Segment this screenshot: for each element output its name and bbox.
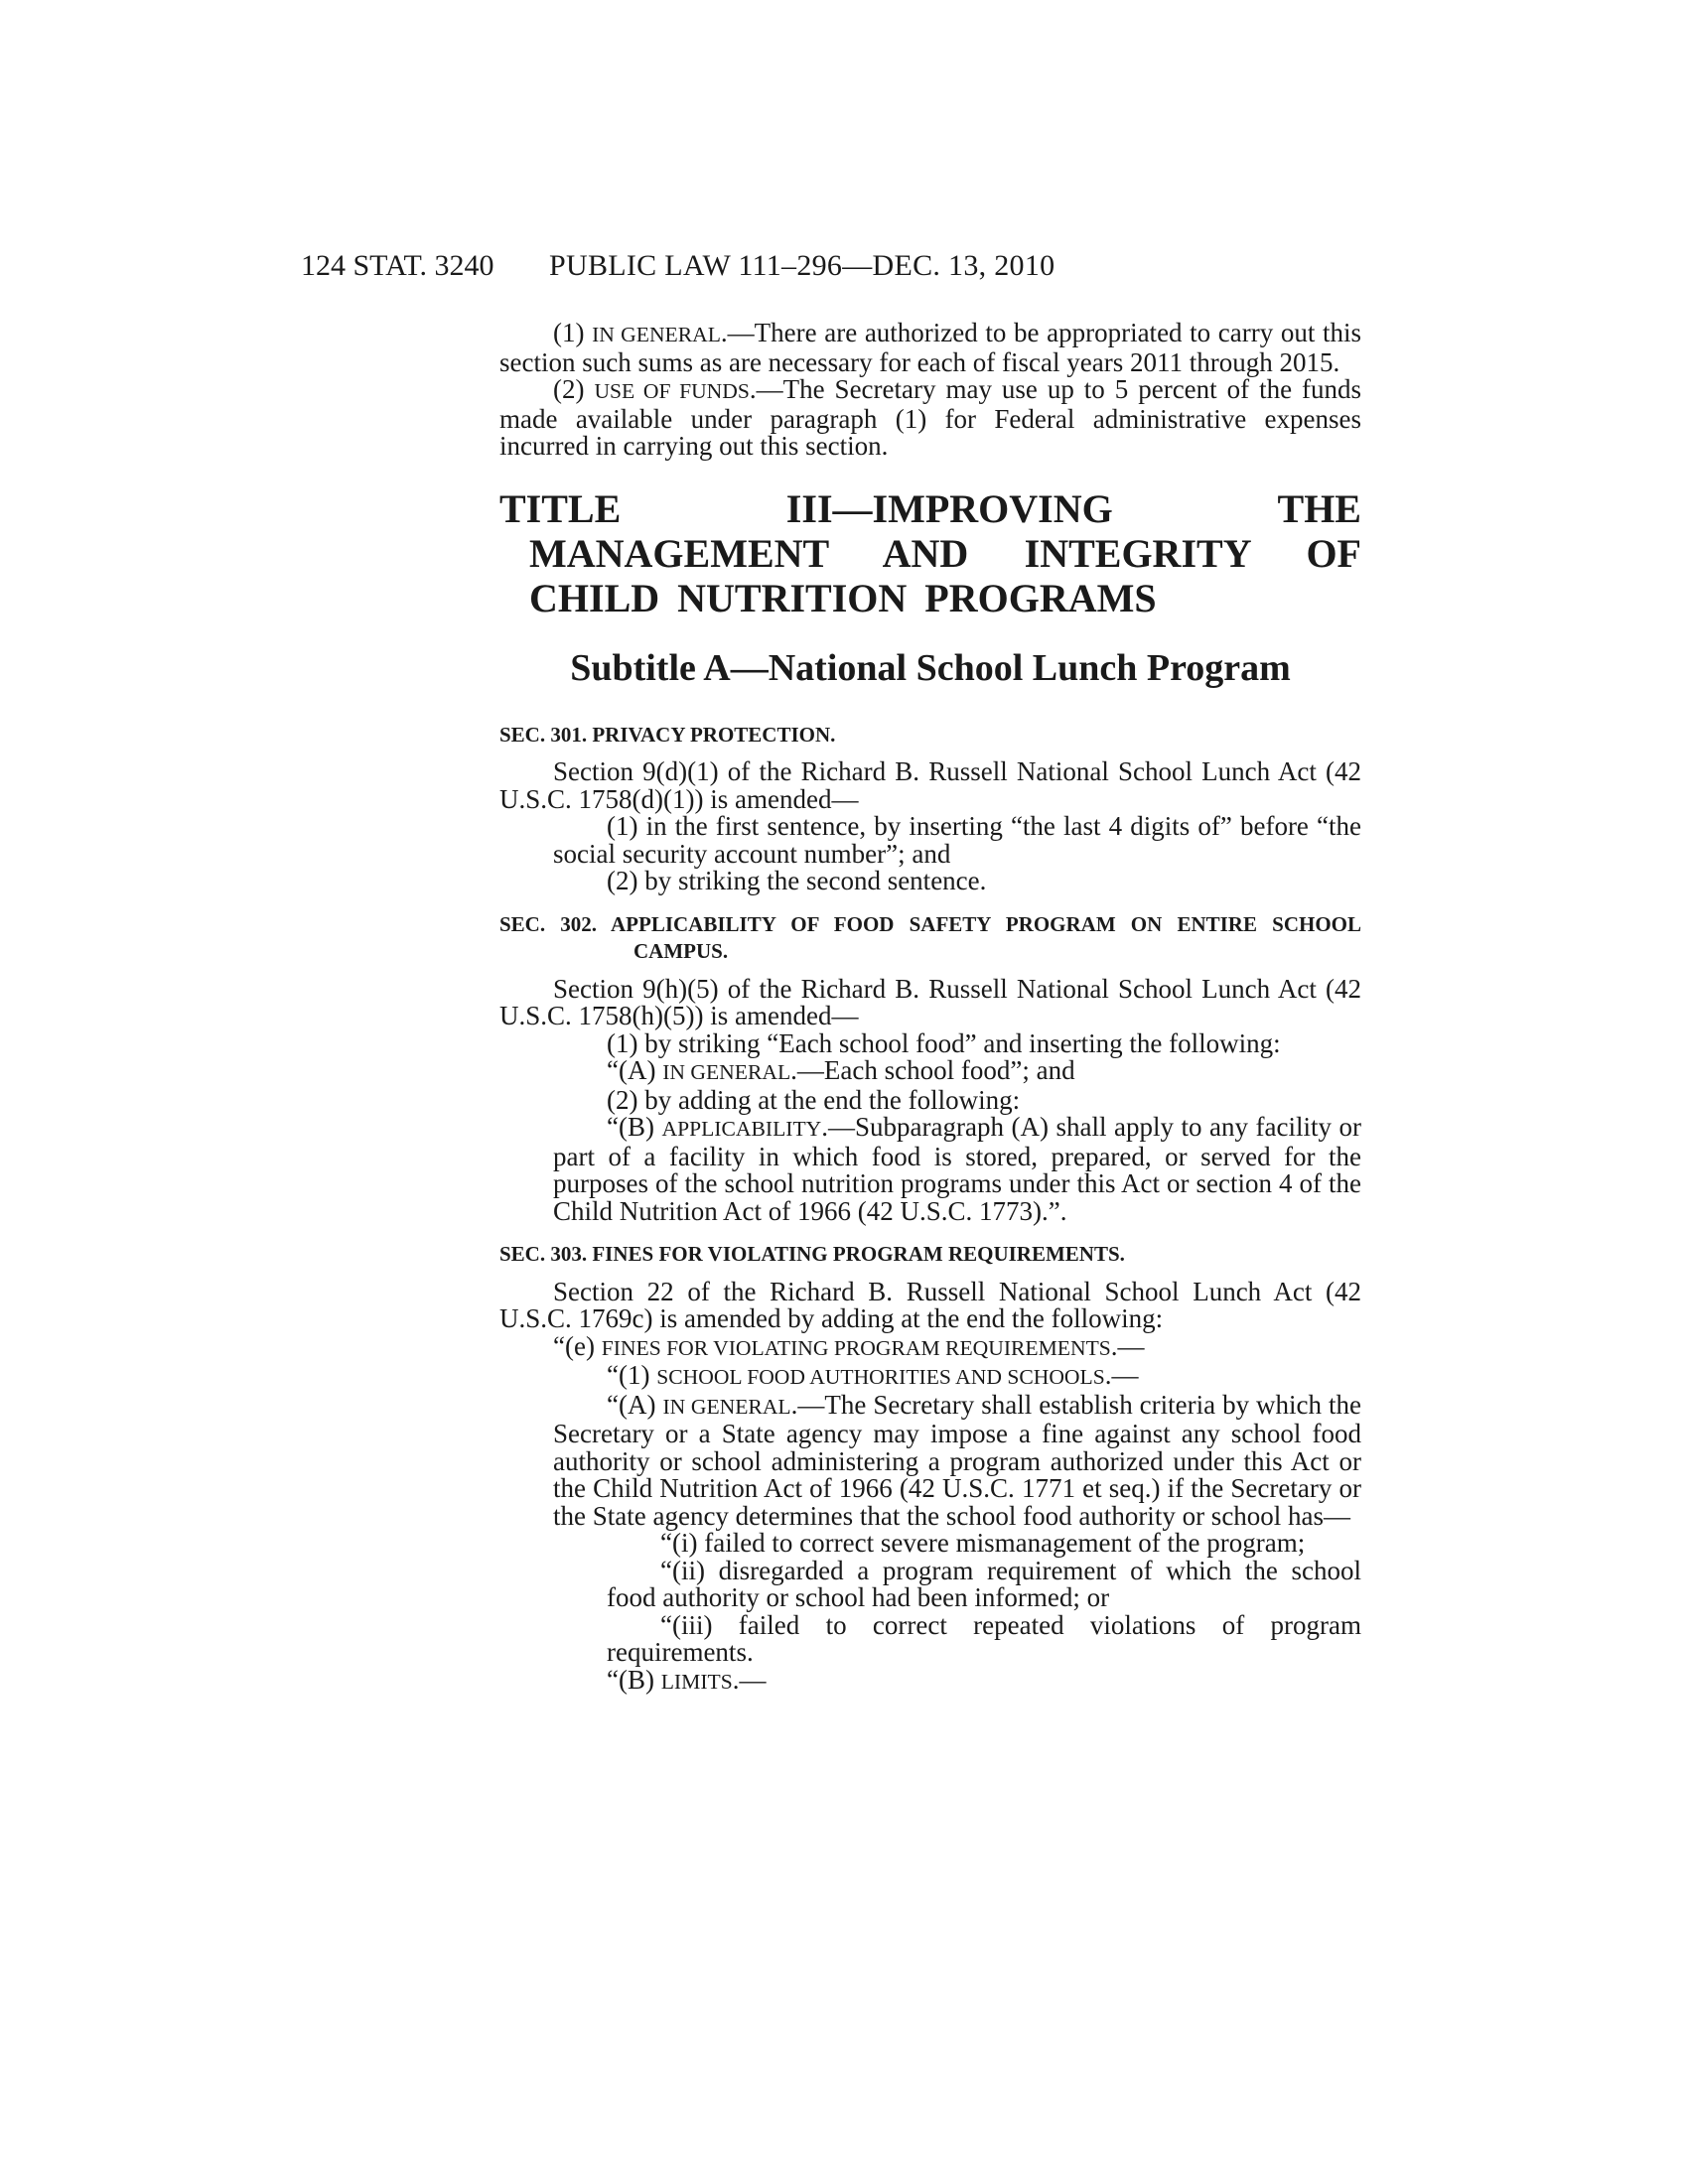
title-heading: TITLE III—IMPROVING THE MANAGEMENT AND INTEGRITY OF CHILD NUTRITION PROGRAMS (499, 485, 1361, 620)
sec-303-heading: SEC. 303. FINES FOR VIOLATING PROGRAM REQUIREMENTS. (499, 1242, 1125, 1266)
sec-302-item-2: (2) by adding at the end the following: (607, 1084, 1021, 1115)
sec-303-lead: Section 22 of the Richard B. Russell National School Lunch Act (42 U.S.C. 1769c) is amended by adding at the end the following: (499, 1276, 1361, 1333)
sec-302-lead: Section 9(h)(5) of the Richard B. Russell National School Lunch Act (42 U.S.C. 1758(h)(5)) is amended— (499, 973, 1361, 1030)
sec-302-subpara-b: “(B) APPLICABILITY.—Subparagraph (A) shall apply to any facility or part of a facility in which food is stored, prepared, or served for the purposes of the school nutrition programs under this Act or section 4 of the Child Nutrition Act of 1966 (42 U.S.C. 1773).”. (553, 1112, 1361, 1226)
sec-303-paragraph-1: “(1) SCHOOL FOOD AUTHORITIES AND SCHOOLS.— (607, 1360, 1139, 1390)
intro-paragraph-1: (1) IN GENERAL.—There are authorized to be appropriated to carry out this section such sums as are necessary for each of fiscal years 2011 through 2015. (499, 318, 1361, 377)
sec-301-item-1: (1) in the first sentence, by inserting “the last 4 digits of” before “the social security account number”; and (553, 811, 1361, 869)
intro-paragraph-2: (2) USE OF FUNDS.—The Secretary may use up to 5 percent of the funds made available under paragraph (1) for Federal administrative expenses incurred in carrying out this section. (499, 374, 1362, 461)
sec-301-heading: SEC. 301. PRIVACY PROTECTION. (499, 722, 836, 747)
subtitle-heading: Subtitle A—National School Lunch Program (570, 646, 1291, 689)
stat-reference: 124 STAT. 3240 (301, 249, 494, 282)
sec-303-subpara-b: “(B) LIMITS.— (607, 1664, 767, 1695)
sec-303-clause-iii: “(iii) failed to correct repeated violations of program requirements. (607, 1609, 1361, 1667)
body-column (499, 320, 1361, 1696)
law-reference: PUBLIC LAW 111–296—DEC. 13, 2010 (549, 249, 1055, 282)
sec-301-item-2: (2) by striking the second sentence. (607, 866, 987, 895)
sec-302-item-1: (1) by striking “Each school food” and inserting the following: (607, 1027, 1281, 1058)
sec-303-subpara-a: “(A) IN GENERAL.—The Secretary shall establish criteria by which the Secretary or a State agency may impose a fine against any school food authority or school administering a program authorized under this Act or the Child Nutrition Act of 1966 (42 U.S.C. 1771 et seq.) if the Secretary or the State agency determines that the school food authority or school has— (553, 1389, 1361, 1531)
sec-302-heading: SEC. 302. APPLICABILITY OF FOOD SAFETY PROGRAM ON ENTIRE SCHOOL CAMPUS. (499, 911, 1361, 963)
sec-302-subpara-a: “(A) IN GENERAL.—Each school food”; and (607, 1055, 1075, 1085)
sec-303-clause-ii: “(ii) disregarded a program requirement of which the school food authority or school had been informed; or (607, 1555, 1361, 1612)
sec-303-clause-i: “(i) failed to correct severe mismanagement of the program; (660, 1528, 1306, 1558)
sec-303-subsection-e: “(e) FINES FOR VIOLATING PROGRAM REQUIREMENTS.— (553, 1330, 1145, 1361)
sec-301-lead: Section 9(d)(1) of the Richard B. Russell National School Lunch Act (42 U.S.C. 1758(d)(1)) is amended— (499, 756, 1361, 814)
